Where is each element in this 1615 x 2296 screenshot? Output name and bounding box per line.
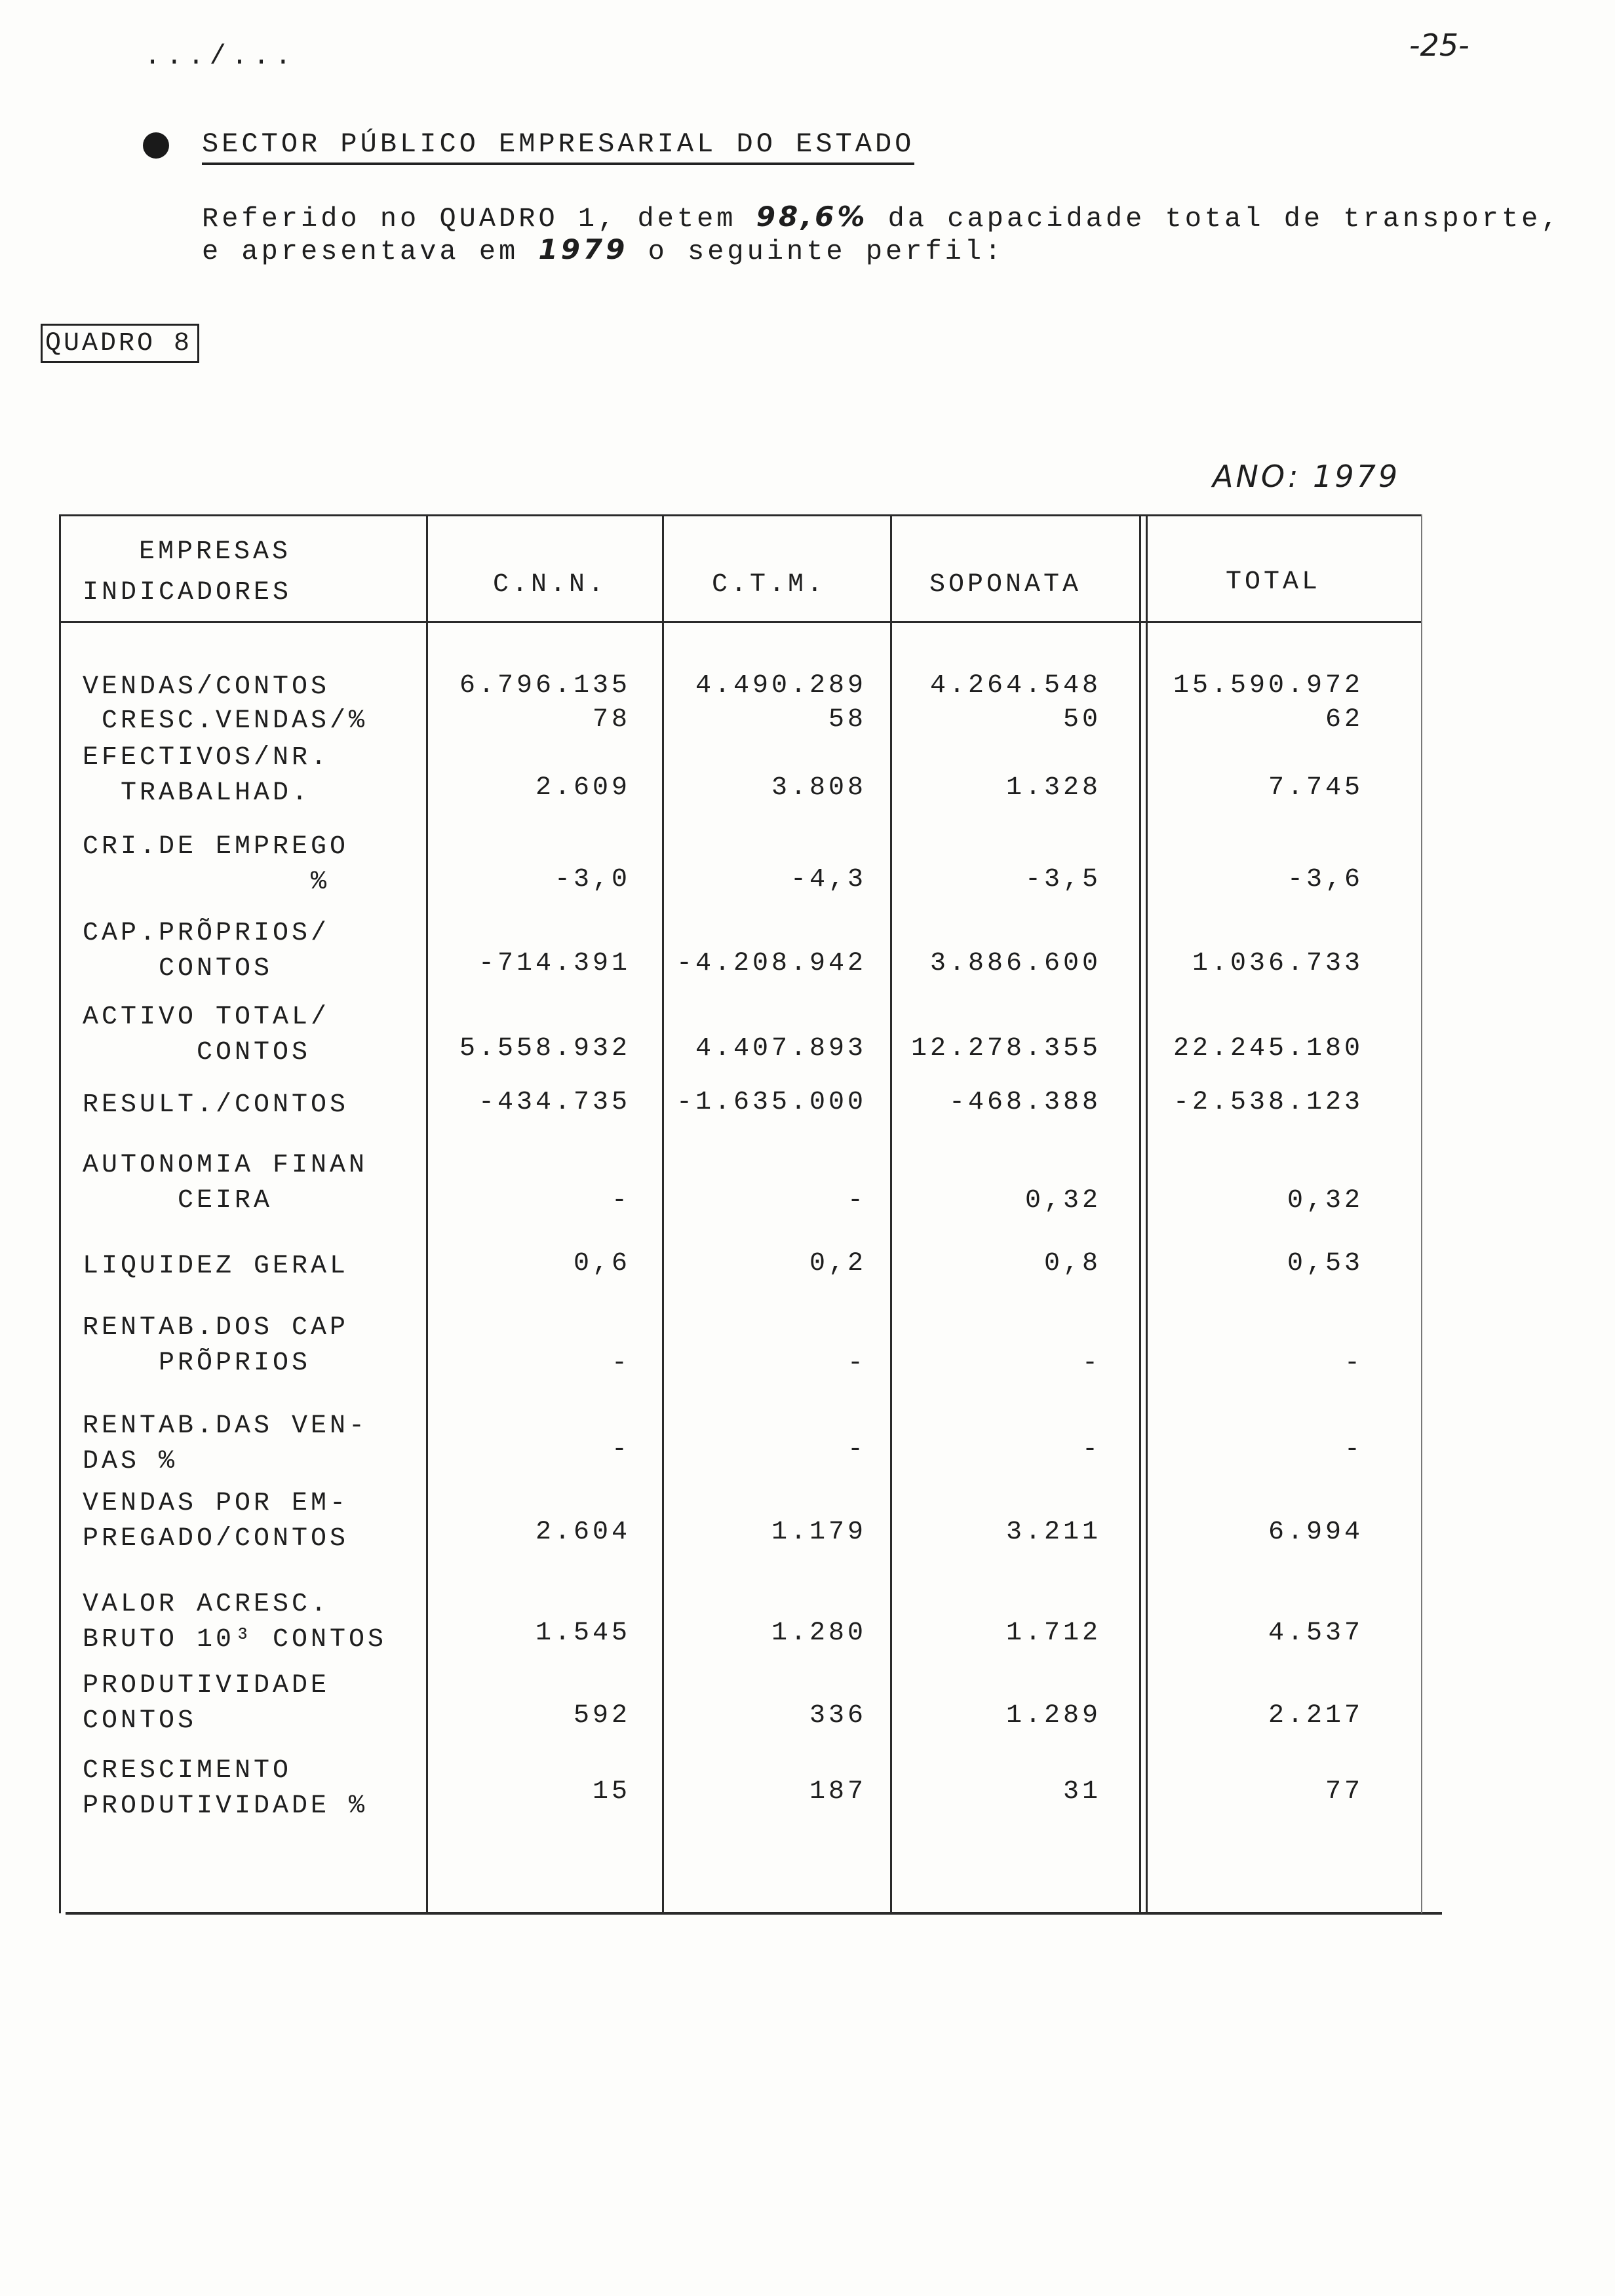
intro-paragraph-line-1	[202, 201, 1561, 235]
indicator-label	[83, 1409, 368, 1480]
header-col-total: TOTAL	[1226, 567, 1321, 597]
table-cell-cnn: 2.609	[535, 773, 631, 803]
table-cell-total: 2.217	[1268, 1701, 1363, 1731]
table-cell-ctm: 4.407.893	[695, 1034, 866, 1063]
table-cell-ctm: 3.808	[771, 773, 866, 803]
indicator-label	[83, 1668, 330, 1739]
indicator-label	[83, 830, 349, 900]
table-cell-soponata: 4.264.548	[929, 671, 1101, 700]
column-divider-soponata	[890, 514, 892, 1913]
table-cell-ctm: 1.179	[771, 1518, 866, 1547]
table-bottom-border	[66, 1912, 1442, 1915]
header-col-soponata: SOPONATA	[929, 570, 1082, 600]
table-cell-cnn: 6.796.135	[459, 671, 631, 700]
table-cell-cnn: 2.604	[535, 1518, 631, 1547]
table-cell-soponata: 1.328	[1005, 773, 1101, 803]
intro-text: o seguinte perfil:	[628, 236, 1005, 267]
table-cell-total: -	[1344, 1349, 1363, 1378]
table-cell-cnn: -	[611, 1435, 631, 1464]
header-empresas: EMPRESAS	[139, 537, 292, 567]
table-cell-soponata: 1.289	[1005, 1701, 1101, 1731]
indicator-label	[83, 704, 368, 739]
indicator-label-line: TRABALHAD.	[83, 778, 311, 808]
header-indicadores: INDICADORES	[83, 578, 292, 607]
table-cell-cnn: -	[611, 1349, 631, 1378]
header-col-ctm: C.T.M.	[712, 570, 827, 600]
intro-text: Referido no QUADRO 1, detem	[202, 203, 756, 235]
indicator-label-line: CRI.DE EMPREGO	[83, 832, 349, 862]
table-cell-cnn: 0,6	[573, 1249, 631, 1278]
header-col-cnn: C.N.N.	[493, 570, 608, 600]
intro-percentage: 98,6%	[756, 201, 868, 233]
indicator-label	[83, 1753, 368, 1824]
indicator-label	[83, 1587, 387, 1658]
table-cell-soponata: -	[1081, 1349, 1101, 1378]
indicator-label-line: RENTAB.DAS VEN-	[83, 1411, 368, 1441]
column-divider-ctm	[662, 514, 664, 1913]
indicator-label-line: VALOR ACRESC.	[83, 1590, 330, 1619]
indicator-label-line: RESULT./CONTOS	[83, 1090, 349, 1120]
indicator-label-line: ACTIVO TOTAL/	[83, 1003, 330, 1032]
table-cell-total: -3,6	[1287, 865, 1363, 894]
indicator-label	[83, 1486, 349, 1557]
table-top-border	[59, 514, 1422, 516]
table-cell-ctm: -	[847, 1186, 866, 1215]
indicator-label-line: CONTOS	[83, 1706, 197, 1736]
indicator-label-line: VENDAS POR EM-	[83, 1489, 349, 1518]
column-divider-total-a	[1139, 514, 1141, 1913]
table-cell-soponata: 0,32	[1024, 1186, 1101, 1215]
column-divider-cnn	[426, 514, 428, 1913]
table-cell-total: 7.745	[1268, 773, 1363, 803]
indicator-label-line: PREGADO/CONTOS	[83, 1524, 349, 1554]
section-title: SECTOR PÚBLICO EMPRESARIAL DO ESTADO	[202, 128, 914, 165]
table-cell-total: 22.245.180	[1173, 1034, 1363, 1063]
table-cell-total: 0,32	[1287, 1186, 1363, 1215]
table-label: QUADRO 8	[41, 324, 199, 363]
indicator-label-line: CRESCIMENTO	[83, 1756, 292, 1786]
table-cell-soponata: -3,5	[1024, 865, 1101, 894]
indicator-label-line: CAP.PRÕPRIOS/	[83, 919, 330, 948]
table-cell-soponata: 31	[1062, 1777, 1101, 1807]
indicator-label-line: VENDAS/CONTOS	[83, 672, 330, 702]
intro-year: 1979	[538, 233, 629, 265]
intro-text: e apresentava em	[202, 236, 539, 267]
table-cell-ctm: 4.490.289	[695, 671, 866, 700]
table-cell-cnn: 15	[592, 1777, 631, 1807]
indicator-label-line: BRUTO 10³ CONTOS	[83, 1625, 387, 1655]
table-header-divider	[59, 621, 1422, 623]
table-cell-ctm: -	[847, 1435, 866, 1464]
table-cell-cnn: -434.735	[478, 1088, 631, 1117]
table-cell-total: 15.590.972	[1173, 671, 1363, 700]
indicator-label-line: CONTOS	[83, 1038, 311, 1067]
indicator-label-line: LIQUIDEZ GERAL	[83, 1252, 349, 1281]
table-cell-total: 77	[1325, 1777, 1363, 1807]
table-cell-ctm: 58	[828, 705, 866, 735]
table-cell-ctm: 0,2	[809, 1249, 866, 1278]
indicator-label-line: CEIRA	[83, 1186, 273, 1215]
indicator-label	[83, 1148, 368, 1219]
table-cell-cnn: 5.558.932	[459, 1034, 631, 1063]
indicator-label-line: AUTONOMIA FINAN	[83, 1151, 368, 1180]
indicator-label-line: PRÕPRIOS	[83, 1349, 311, 1378]
table-cell-cnn: -3,0	[554, 865, 631, 894]
indicator-label-line: CONTOS	[83, 954, 273, 984]
indicator-label	[83, 670, 330, 705]
table-cell-ctm: -1.635.000	[676, 1088, 866, 1117]
table-cell-soponata: 12.278.355	[910, 1034, 1101, 1063]
indicator-label-line: DAS %	[83, 1447, 178, 1476]
intro-text: da capacidade total de transporte,	[868, 203, 1561, 235]
table-cell-total: 4.537	[1268, 1618, 1363, 1648]
table-cell-ctm: -4,3	[790, 865, 866, 894]
table-cell-total: -2.538.123	[1173, 1088, 1363, 1117]
column-divider-total-b	[1146, 514, 1148, 1913]
table-cell-ctm: -4.208.942	[676, 949, 866, 978]
indicator-label-line: %	[83, 868, 330, 897]
indicator-label	[83, 1088, 349, 1123]
continuation-marker: .../...	[144, 41, 297, 72]
table-cell-ctm: 1.280	[771, 1618, 866, 1648]
table-left-border	[59, 514, 61, 1913]
table-cell-cnn: -	[611, 1186, 631, 1215]
table-cell-cnn: -714.391	[478, 949, 631, 978]
table-cell-soponata: -	[1081, 1435, 1101, 1464]
table-cell-ctm: 187	[809, 1777, 866, 1807]
table-cell-soponata: 3.211	[1005, 1518, 1101, 1547]
table-cell-cnn: 592	[573, 1701, 631, 1731]
table-right-border	[1421, 514, 1422, 1913]
table-cell-ctm: 336	[809, 1701, 866, 1731]
year-note: ANO: 1979	[1213, 459, 1401, 494]
indicator-label	[83, 1249, 349, 1284]
indicator-label-line: PRODUTIVIDADE	[83, 1671, 330, 1700]
page-number: -25-	[1409, 28, 1469, 63]
table-cell-cnn: 78	[592, 705, 631, 735]
indicator-label-line: EFECTIVOS/NR.	[83, 743, 330, 773]
table-cell-soponata: 1.712	[1005, 1618, 1101, 1648]
indicator-label-line: RENTAB.DOS CAP	[83, 1313, 349, 1343]
table-cell-total: -	[1344, 1435, 1363, 1464]
table-cell-cnn: 1.545	[535, 1618, 631, 1648]
table-cell-total: 0,53	[1287, 1249, 1363, 1278]
indicator-label	[83, 740, 330, 811]
table-cell-total: 6.994	[1268, 1518, 1363, 1547]
indicator-label	[83, 1000, 330, 1071]
table-cell-soponata: -468.388	[948, 1088, 1101, 1117]
table-cell-total: 62	[1325, 705, 1363, 735]
indicator-label	[83, 1311, 349, 1381]
indicator-label-line: CRESC.VENDAS/%	[83, 706, 368, 736]
table-cell-total: 1.036.733	[1192, 949, 1363, 978]
table-cell-soponata: 50	[1062, 705, 1101, 735]
indicator-label-line: PRODUTIVIDADE %	[83, 1791, 368, 1821]
indicator-label	[83, 916, 330, 987]
table-cell-soponata: 0,8	[1043, 1249, 1101, 1278]
intro-paragraph-line-2	[202, 233, 1004, 267]
table-cell-ctm: -	[847, 1349, 866, 1378]
table-cell-soponata: 3.886.600	[929, 949, 1101, 978]
bullet-icon	[143, 132, 169, 159]
